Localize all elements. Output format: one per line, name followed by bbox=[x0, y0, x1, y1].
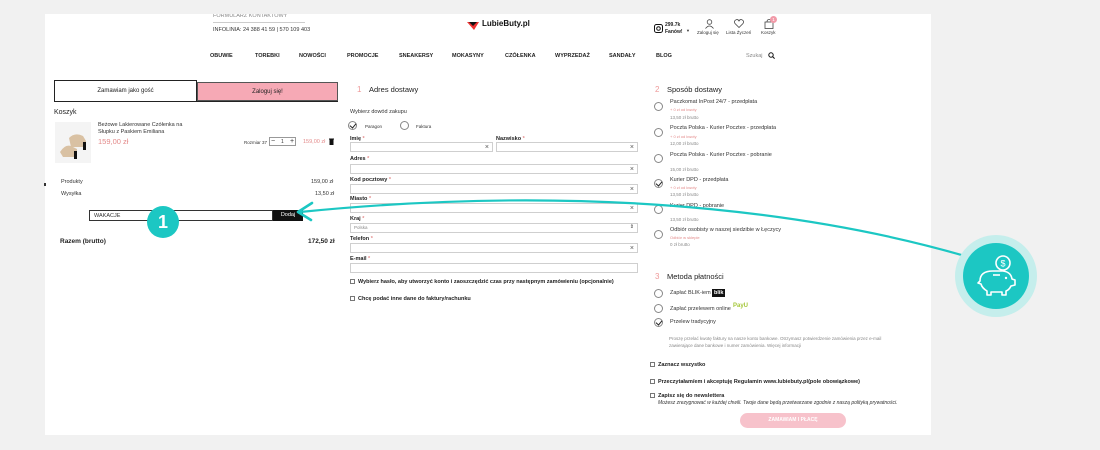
product-name-line2[interactable]: Słupku z Paskiem Emiliana bbox=[98, 129, 165, 135]
blik-logo: blik bbox=[714, 290, 724, 296]
shipping-label: Wysyłka bbox=[61, 191, 82, 197]
delivery-option-note: + 0 zł od kwoty bbox=[670, 134, 697, 139]
newsletter-note: Możesz zrezygnować w każdej chwili. Twoje dane będą przetwarzane zgodnie z naszą polityką prywatności. bbox=[658, 400, 898, 406]
delivery-option-name[interactable]: Kurier DPD - pobranie bbox=[670, 203, 725, 209]
select-arrows-icon: ⇕ bbox=[629, 224, 634, 230]
delivery-title: Sposób dostawy bbox=[667, 85, 723, 94]
clear-icon[interactable]: × bbox=[629, 186, 634, 193]
cart-count-badge: 1 bbox=[770, 16, 777, 23]
select-all-label: Zaznacz wszystko bbox=[658, 362, 706, 368]
nav-item-sneakersy[interactable]: SNEAKERSY bbox=[399, 53, 434, 59]
products-label: Produkty bbox=[61, 179, 83, 185]
instagram-label: Fanów! bbox=[665, 29, 683, 35]
required-mark: * bbox=[370, 236, 373, 242]
products-value: 159,00 zł bbox=[311, 179, 334, 185]
svg-text:$: $ bbox=[1000, 258, 1006, 269]
receipt-label: Paragon bbox=[365, 124, 383, 129]
piggy-bank-badge bbox=[955, 235, 1037, 317]
other-invoice-label: Chcę podać inne dane do faktury/rachunku bbox=[358, 296, 471, 302]
city-label-text: Miasto bbox=[350, 196, 368, 202]
delivery-option-name[interactable]: Poczta Polska - Kurier Pocztex - pobranie bbox=[670, 152, 772, 158]
required-mark: * bbox=[522, 136, 525, 142]
postcode-label-text: Kod pocztowy bbox=[350, 177, 388, 183]
delivery-option-note: + 0 zł od kwoty bbox=[670, 107, 697, 112]
quantity-decrease-button[interactable]: − bbox=[271, 138, 276, 145]
hotline: INFOLINIA: 24 388 41 59 | 570 109 403 bbox=[213, 27, 311, 33]
clear-icon[interactable]: × bbox=[629, 144, 634, 151]
delivery-option-note: Odbiór w sklepie bbox=[670, 235, 700, 240]
total-value: 172,50 zł bbox=[308, 238, 335, 245]
required-mark: * bbox=[367, 156, 370, 162]
country-value: Polska bbox=[354, 225, 368, 230]
nav-item-blog[interactable]: BLOG bbox=[656, 53, 672, 59]
search-input[interactable]: Szukaj bbox=[746, 53, 763, 59]
product-name-line1[interactable]: Beżowe Lakierowane Czółenka na bbox=[98, 122, 183, 128]
address-title: Adres dostawy bbox=[369, 85, 419, 94]
logo-text: LubieButy.pl bbox=[482, 19, 530, 28]
delivery-option-price: 13,50 zł brutto bbox=[670, 192, 699, 197]
quantity-value[interactable]: 1 bbox=[281, 139, 284, 145]
first-name-label-text: Imię bbox=[350, 136, 362, 142]
delivery-option-name[interactable]: Odbiór osobisty w naszej siedzibie w Łęczycy bbox=[670, 227, 781, 233]
terms-label: Przeczytałam/em i akceptuję Regulamin www.lubiebuty.pl(pole obowiązkowe) bbox=[658, 379, 861, 385]
contact-form-link[interactable]: FORMULARZ KONTAKTOWY bbox=[213, 14, 288, 19]
clear-icon[interactable]: × bbox=[484, 144, 489, 151]
tab-guest[interactable]: Zamawiam jako gość bbox=[54, 80, 197, 101]
phone-label-text: Telefon bbox=[350, 236, 370, 242]
step-badge: 1 bbox=[147, 206, 179, 238]
last-name-label-text: Nazwisko bbox=[496, 136, 522, 142]
cart-link[interactable]: Koszyk bbox=[761, 30, 776, 35]
street-label-text: Adres bbox=[350, 156, 366, 162]
cart-title: Koszyk bbox=[54, 109, 77, 116]
delivery-option-name[interactable]: Paczkomat InPost 24/7 - przedpłata bbox=[670, 99, 758, 105]
nav-item-obuwie[interactable]: OBUWIE bbox=[210, 53, 233, 59]
required-mark: * bbox=[388, 177, 391, 183]
delivery-option-name[interactable]: Poczta Polska - Kurier Pocztex - przedpłata bbox=[670, 125, 777, 131]
delivery-option-price: 12,00 zł brutto bbox=[670, 141, 699, 146]
instagram-dropdown-icon[interactable]: ▼ bbox=[686, 28, 690, 33]
delivery-option-note: + 0 zł od kwoty bbox=[670, 185, 697, 190]
delivery-option-price: 0 zł brutto bbox=[670, 242, 690, 247]
payment-option-name[interactable]: Przelew tradycyjny bbox=[670, 319, 716, 325]
product-price: 159,00 zł bbox=[98, 137, 129, 146]
nav-item-sandaly[interactable]: SANDAŁY bbox=[609, 53, 636, 59]
total-label: Razem (brutto) bbox=[60, 238, 106, 245]
clear-icon[interactable]: × bbox=[629, 166, 634, 173]
required-mark: * bbox=[362, 216, 365, 222]
transfer-info-line1: Proszę przelać kwotę faktury na nasze konto bankowe. Otrzymasz potwierdzenie zamówienia przez e-mail bbox=[669, 336, 882, 341]
delivery-option-name[interactable]: Kurier DPD - przedpłata bbox=[670, 177, 729, 183]
proof-label: Wybierz dowód zakupu bbox=[350, 109, 407, 115]
tab-login[interactable]: Zaloguj się! bbox=[197, 82, 338, 101]
login-link[interactable]: Zaloguj się bbox=[697, 30, 719, 35]
clear-icon[interactable]: × bbox=[629, 205, 634, 212]
line-total: 159,00 zł bbox=[303, 139, 326, 145]
email-label-text: E-mail bbox=[350, 256, 367, 262]
payment-option-name[interactable]: Zapłać przelewem online bbox=[670, 306, 731, 312]
shipping-value: 13,50 zł bbox=[315, 191, 335, 197]
nav-item-nowosci[interactable]: NOWOŚCI bbox=[299, 53, 326, 59]
delivery-option-price: 13,50 zł brutto bbox=[670, 217, 699, 222]
nav-item-mokasyny[interactable]: MOKASYNY bbox=[452, 53, 484, 59]
quantity-increase-button[interactable]: + bbox=[290, 138, 295, 145]
piggy-bank-badge-inner bbox=[963, 243, 1029, 309]
coupon-add-button[interactable]: Dodaj bbox=[273, 210, 303, 221]
payment-title: Metoda płatności bbox=[667, 272, 724, 281]
payment-step-number: 3 bbox=[655, 272, 660, 281]
invoice-label: Faktura bbox=[416, 124, 432, 129]
nav-item-promocje[interactable]: PROMOCJE bbox=[347, 53, 379, 59]
delivery-step-number: 2 bbox=[655, 85, 660, 94]
instagram-count: 299.7k bbox=[665, 22, 681, 28]
nav-item-torebki[interactable]: TOREBKI bbox=[255, 53, 280, 59]
newsletter-label: Zapisz się do newslettera bbox=[658, 393, 725, 399]
required-mark: * bbox=[368, 196, 372, 202]
required-mark: * bbox=[362, 136, 365, 142]
payu-logo: PayU bbox=[733, 303, 749, 309]
required-mark: * bbox=[368, 256, 371, 262]
address-step-number: 1 bbox=[357, 85, 362, 94]
delivery-option-price: 13,50 zł brutto bbox=[670, 115, 699, 120]
nav-item-wyprzedaz[interactable]: WYPRZEDAŻ bbox=[555, 53, 590, 59]
clear-icon[interactable]: × bbox=[629, 245, 634, 252]
coupon-value: WAKACJE bbox=[94, 213, 121, 219]
transfer-info-line2: zawierające dane bankowe i numer zamówienia. Więcej informacji bbox=[669, 343, 802, 348]
order-button[interactable]: ZAMAWIAM I PŁACĘ bbox=[740, 413, 846, 428]
country-label-text: Kraj bbox=[350, 216, 361, 222]
piggy-bank-icon bbox=[973, 253, 1019, 299]
delivery-option-price: 15,00 zł brutto bbox=[670, 167, 699, 172]
size-label: Rozmiar 37 bbox=[244, 140, 268, 145]
wishlist-link[interactable]: Lista Życzeń bbox=[726, 30, 752, 35]
payment-option-name[interactable]: Zapłać BLIK-iem bbox=[670, 290, 711, 296]
create-account-label: Wybierz hasło, aby utworzyć konto i zaoszczędzić czas przy następnym zamówieniu (opcjonalnie) bbox=[358, 279, 614, 285]
nav-item-czolenka[interactable]: CZÓŁENKA bbox=[505, 53, 536, 59]
